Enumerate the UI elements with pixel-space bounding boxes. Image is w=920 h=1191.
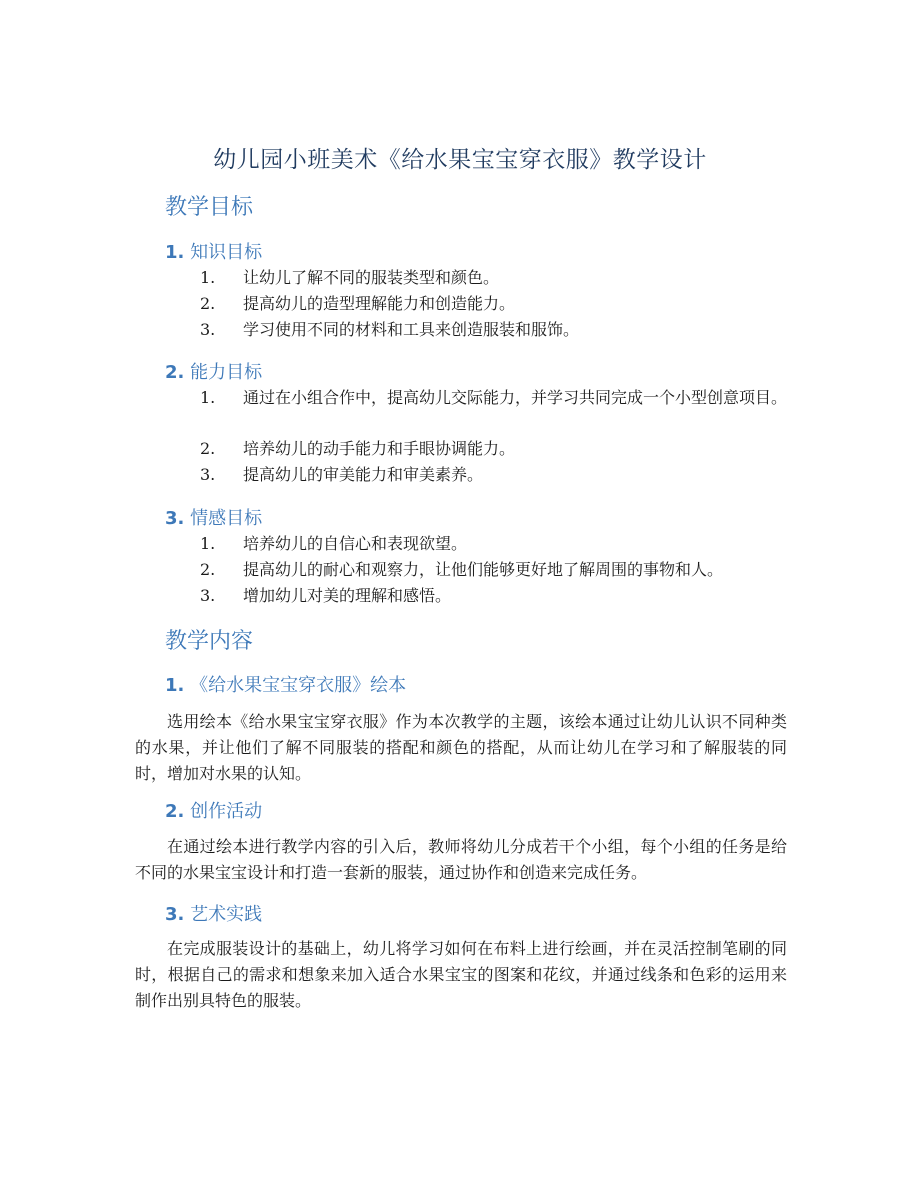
subsection-heading-emotion [165,504,262,530]
list-item-text: 培养幼儿的自信心和表现欲望。 [243,534,468,553]
paragraph: 在完成服装设计的基础上，幼儿将学习如何在布料上进行绘画，并在灵活控制笔刷的同时，根据自己的需求和想象来加入适合水果宝宝的图案和花纹，并通过线条和色彩的运用来制作出别具特色的服装。 [135,939,787,1010]
list-item-number: 3. [200,320,216,339]
section-heading-objectives: 教学目标 [165,195,254,220]
list-item-number: 2. [200,439,216,458]
subsection-heading-creative-activity [165,797,262,823]
subsection-label: 情感目标 [190,508,263,529]
subsection-number: 3. [165,508,185,529]
subsection-label: 知识目标 [190,242,263,263]
list-item-text: 让幼儿了解不同的服装类型和颜色。 [243,268,500,287]
subsection-number: 2. [165,362,185,383]
list-item-number: 2. [200,294,216,313]
subsection-label: 《给水果宝宝穿衣服》绘本 [190,675,407,696]
subsection-number: 3. [165,904,185,925]
list-item-number: 3. [200,586,216,605]
subsection-label: 能力目标 [190,362,263,383]
list-item-text: 学习使用不同的材料和工具来创造服装和服饰。 [243,320,580,339]
subsection-label: 艺术实践 [190,904,263,925]
list-item-number: 1. [200,534,216,553]
list-item-text: 培养幼儿的动手能力和手眼协调能力。 [243,439,516,458]
subsection-heading-ability [165,358,262,384]
list-item-text: 提高幼儿的耐心和观察力，让他们能够更好地了解周围的事物和人。 [243,560,724,579]
list-item-number: 1. [200,268,216,287]
subsection-number: 1. [165,675,185,696]
subsection-heading-art-practice [165,900,262,926]
section-heading-content: 教学内容 [165,629,254,654]
document-title: 幼儿园小班美术《给水果宝宝穿衣服》教学设计 [213,147,707,173]
list-item-text: 提高幼儿的造型理解能力和创造能力。 [243,294,516,313]
list-item-text: 提高幼儿的审美能力和审美素养。 [243,465,484,484]
list-item [170,385,790,411]
subsection-label: 创作活动 [190,801,263,822]
list-item-text: 增加幼儿对美的理解和感悟。 [243,586,452,605]
paragraph: 在通过绘本进行教学内容的引入后，教师将幼儿分成若干个小组，每个小组的任务是给不同的水果宝宝设计和打造一套新的服装，通过协作和创造来完成任务。 [135,837,787,882]
subsection-heading-knowledge [165,238,262,264]
subsection-number: 1. [165,242,185,263]
list-item-number: 1. [200,388,216,407]
subsection-heading-picture-book [165,671,406,697]
paragraph: 选用绘本《给水果宝宝穿衣服》作为本次教学的主题，该绘本通过让幼儿认识不同种类的水果，并让他们了解不同服装的搭配和颜色的搭配，从而让幼儿在学习和了解服装的同时，增加对水果的认知。 [135,712,787,783]
list-item-number: 2. [200,560,216,579]
list-item-text: 通过在小组合作中，提高幼儿交际能力，并学习共同完成一个小型创意项目。 [243,388,788,407]
subsection-number: 2. [165,801,185,822]
list-item-number: 3. [200,465,216,484]
